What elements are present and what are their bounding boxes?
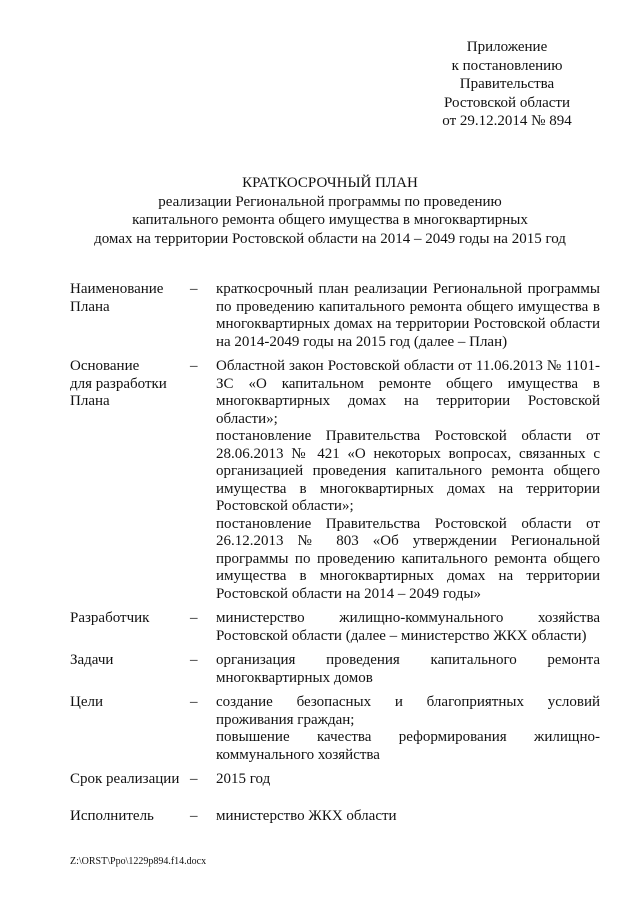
appendix-line: Правительства (459, 76, 555, 92)
appendix-line: Приложение (466, 39, 548, 55)
row-value: краткосрочный план реализации Региональной программы по проведению капитального ремонта общего имущества в многоквартирных домах на территории Ростовской области на 2014-2049 годы на 2015 год (далее – План) (216, 281, 600, 350)
row-dash: – (190, 694, 198, 710)
passport-row-developer (70, 610, 600, 645)
row-value: министерство жилищно-коммунального хозяйства Ростовской области (далее – министерство ЖКХ области) (216, 610, 600, 644)
title-heading: КРАТКОСРОЧНЫЙ ПЛАН (242, 175, 418, 191)
appendix-line: к постановлению (451, 57, 563, 74)
row-value: Областной закон Ростовской области от 11.06.2013 № 1101-ЗС «О капитальном ремонте общего имущества в многоквартирных домах на территории Ростовской области»; постановление Правительства Ростовской области от 28.06.2013 № 421 «О некоторых вопросах, связанных с организацией проведения капитального ремонта общего имущества в многоквартирных домах на территории Ростовской области»; постановление Правительства Ростовской области от 26.12.2013 № 803 «Об утверждении Региональной программы по проведению капитального ремонта общего имущества в многоквартирных домах на территории Ростовской области на 2014 – 2049 годы» (216, 358, 600, 602)
title-line: капитального ремонта общего имущества в многоквартирных (132, 212, 528, 228)
passport-row-tasks (70, 652, 600, 687)
appendix-date-number: от 29.12.2014 № 894 (442, 113, 572, 129)
title-line: реализации Региональной программы по проведению (158, 193, 502, 210)
row-label: Исполнитель (70, 807, 154, 824)
appendix-header (400, 38, 614, 131)
passport-row-term (70, 771, 600, 789)
row-dash: – (190, 610, 198, 626)
row-value: создание безопасных и благоприятных условий проживания граждан; повышение качества реформирования жилищно-коммунального хозяйства (216, 694, 600, 763)
row-dash: – (190, 358, 198, 374)
row-label: Наименование Плана (70, 281, 164, 315)
passport-row-goals (70, 694, 600, 764)
row-dash: – (190, 652, 198, 668)
row-dash: – (190, 807, 198, 824)
appendix-line: Ростовской области (444, 94, 570, 111)
document-title (40, 174, 620, 248)
row-value: 2015 год (216, 771, 271, 787)
row-label: Срок реализации (70, 771, 180, 787)
title-line: домах на территории Ростовской области на 2014 – 2049 годы на 2015 год (94, 230, 566, 247)
row-label: Цели (70, 694, 104, 710)
row-value: министерство ЖКХ области (216, 807, 397, 824)
row-label: Основание для разработки Плана (70, 358, 167, 409)
plan-passport (70, 281, 600, 825)
row-label: Задачи (70, 652, 114, 668)
passport-row-name (70, 281, 600, 351)
row-value: организация проведения капитального ремонта многоквартирных домов (216, 652, 600, 686)
row-label: Разработчик (70, 610, 150, 626)
passport-row-basis (70, 358, 600, 603)
footer-file-path: Z:\ORST\Ppo\1229p894.f14.docx (70, 856, 207, 867)
passport-row-executor (70, 808, 600, 826)
row-dash: – (190, 771, 198, 787)
row-dash: – (190, 281, 198, 297)
